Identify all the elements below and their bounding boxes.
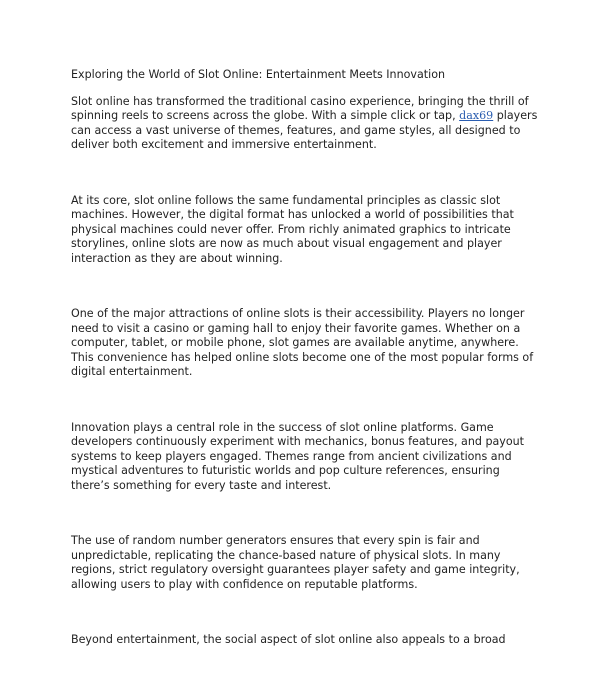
intro-paragraph (71, 95, 541, 153)
intro-text-after: players can access a vast universe of themes, features, and game styles, all designed to deliver both excitement and immersive entertainment. (71, 109, 538, 151)
paragraph-fairness: The use of random number generators ensures that every spin is fair and unpredictable, replicating the chance-based nature of physical slots. In many regions, strict regulatory oversight guarantees player safety and game integrity, allowing users to play with confidence on reputable platforms. (71, 534, 520, 591)
paragraph-innovation: Innovation plays a central role in the success of slot online platforms. Game developers continuously experiment with mechanics, bonus features, and payout systems to keep players engaged. Themes range from ancient civilizations and mystical adventures to futuristic worlds and pop culture references, ensuring there’s something for every taste and interest. (71, 420, 525, 492)
document-title: Exploring the World of Slot Online: Entertainment Meets Innovation (71, 68, 446, 81)
dax69-link[interactable]: dax69 (459, 109, 494, 122)
paragraph-accessibility: One of the major attractions of online slots is their accessibility. Players no longer need to visit a casino or gaming hall to enjoy their favorite games. Whether on a computer, tablet, or mobile phone, slot games are available anytime, anywhere. This convenience has helped online slots become one of the most popular forms of digital entertainment. (71, 307, 534, 378)
document-body (71, 68, 541, 689)
paragraph-social-aspect: Beyond entertainment, the social aspect of slot online also appeals to a broad (71, 633, 506, 646)
intro-text-before: Slot online has transformed the traditional casino experience, bringing the thrill of spinning reels to screens across the globe. With a simple click or tap, (71, 94, 529, 122)
paragraph-core-principles: At its core, slot online follows the same fundamental principles as classic slot machines. However, the digital format has unlocked a world of possibilities that physical machines could never offer. From richly animated graphics to intricate storylines, online slots are now as much about visual engagement and player interaction as they are about winning. (71, 193, 514, 265)
